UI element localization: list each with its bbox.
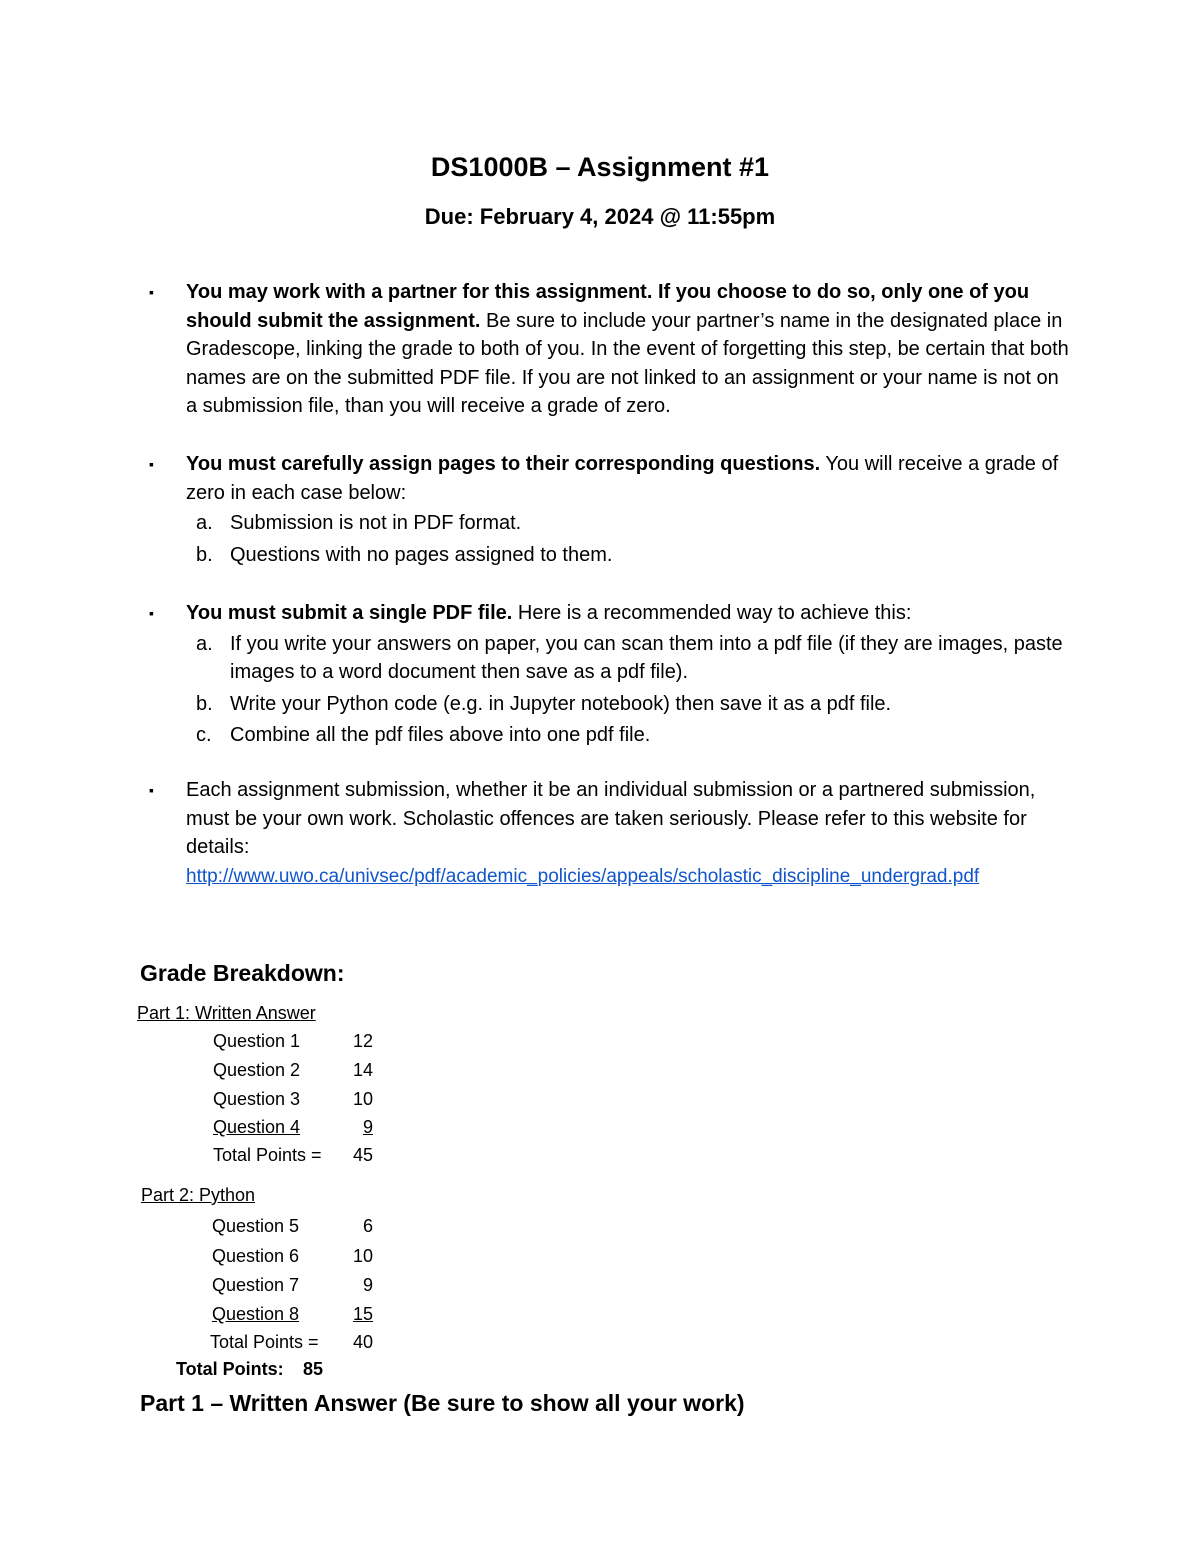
question-label: Question 8 <box>212 1304 300 1324</box>
list-item: c. Combine all the pdf files above into one pdf file. <box>196 724 651 746</box>
bullet-bold-text: You may work with a partner for this assignment. If you choose to do so, only one of you should submit the assignment. <box>186 281 1030 332</box>
bullet-icon: ▪ <box>149 605 154 621</box>
list-item: a. If you write your answers on paper, you can scan them into a pdf file (if they are images, paste images to a word document then save as a pdf file). <box>196 632 1063 683</box>
due-date: Due: February 4, 2024 @ 11:55pm <box>424 204 776 229</box>
list-item: b. Write your Python code (e.g. in Jupyter notebook) then save it as a pdf file. <box>196 692 892 715</box>
scholastic-policy-link[interactable]: http://www.uwo.ca/univsec/pdf/academic_policies/appeals/scholastic_discipline_undergrad.pdf <box>186 865 980 887</box>
bullet-icon: ▪ <box>149 456 154 472</box>
question-label: Question 2 <box>213 1060 301 1080</box>
question-label: Question 1 <box>213 1031 301 1051</box>
part2-label: Part 2: Python <box>141 1185 256 1205</box>
grand-total-label: Total Points: <box>176 1359 284 1379</box>
instruction-bullet-scholastic <box>149 776 1071 891</box>
question-points: 14 <box>352 1060 373 1080</box>
bullet-icon: ▪ <box>149 782 154 798</box>
bullet-text: Here is a recommended way to achieve this: <box>512 602 912 624</box>
total-points: 40 <box>352 1332 373 1352</box>
bullet-bold-text: You must carefully assign pages to their corresponding questions. <box>186 453 821 475</box>
bullet-text: You will receive a grade of zero in each case below: <box>186 453 1059 504</box>
sub-list <box>186 509 1071 569</box>
question-points: 15 <box>352 1304 373 1324</box>
question-points: 9 <box>362 1275 373 1295</box>
question-points: 6 <box>362 1216 373 1236</box>
question-points: 9 <box>362 1117 373 1137</box>
grand-total <box>176 1357 324 1381</box>
document-title: DS1000B – Assignment #1 <box>430 152 770 182</box>
bullet-bold-text: You must submit a single PDF file. <box>186 602 513 624</box>
question-label: Question 7 <box>212 1275 300 1295</box>
total-label: Total Points = <box>213 1145 322 1165</box>
bullet-text: Be sure to include your partner’s name in the designated place in Gradescope, linking the grade to both of you. In the event of forgetting this step, be certain that both names are on the submitted PDF file. If you are not linked to an assignment or your name is not on a submission file, than you will receive a grade of zero. <box>186 309 1069 417</box>
bullet-text: Each assignment submission, whether it be an individual submission or a partnered submission, must be your own work. Scholastic offences are taken seriously. Please refer to this website for details: <box>186 779 1036 858</box>
instruction-bullet-partner <box>149 278 1071 421</box>
instruction-bullet-single-pdf <box>149 599 1071 750</box>
total-label: Total Points = <box>210 1332 319 1352</box>
total-points: 45 <box>352 1145 373 1165</box>
part1-section-heading: Part 1 – Written Answer (Be sure to show all your work) <box>140 1390 745 1416</box>
question-points: 10 <box>352 1246 373 1266</box>
question-label: Question 5 <box>212 1216 300 1236</box>
sub-list <box>186 630 1071 750</box>
question-label: Question 4 <box>213 1117 301 1137</box>
bullet-icon: ▪ <box>149 284 154 300</box>
list-item: a. Submission is not in PDF format. <box>196 512 522 534</box>
question-label: Question 3 <box>213 1089 301 1109</box>
list-item: b. Questions with no pages assigned to them. <box>196 543 613 566</box>
question-points: 12 <box>352 1031 373 1051</box>
grade-breakdown-title: Grade Breakdown: <box>140 960 345 986</box>
part1-label: Part 1: Written Answer <box>137 1003 316 1023</box>
question-points: 10 <box>352 1089 373 1109</box>
instruction-bullet-pages <box>149 450 1071 569</box>
grand-total-value: 85 <box>303 1359 324 1379</box>
question-label: Question 6 <box>212 1246 300 1266</box>
